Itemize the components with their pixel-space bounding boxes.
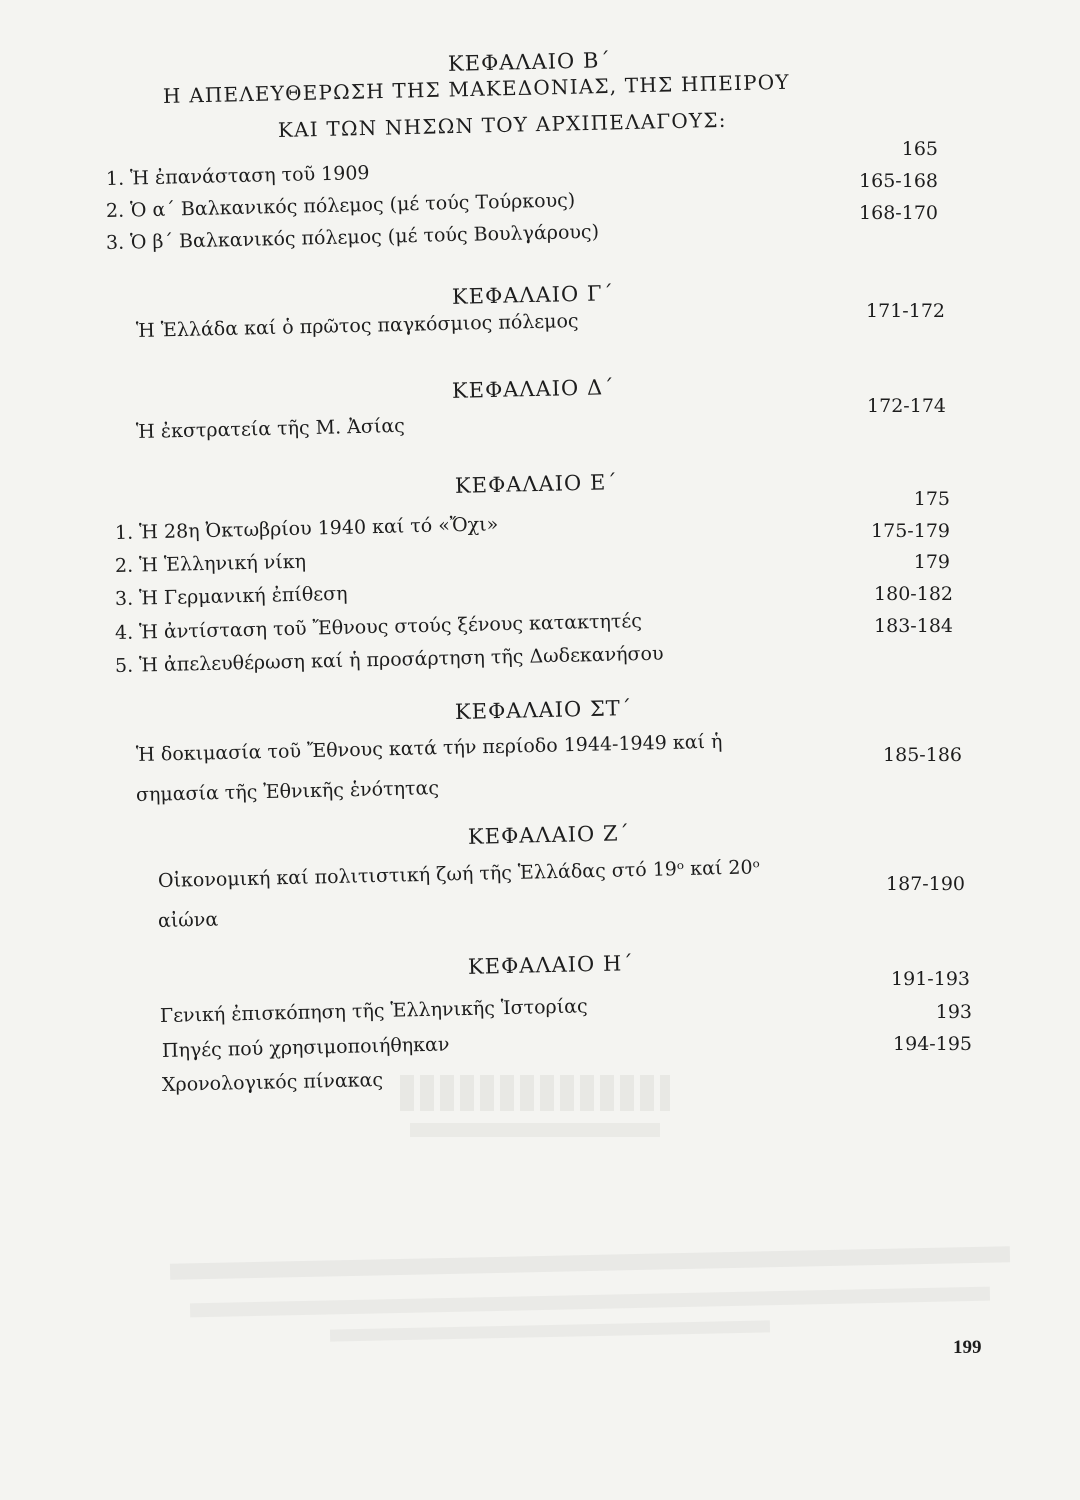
show-through-marks xyxy=(400,1075,680,1155)
chapter-z-entry-2-page: 187-190 xyxy=(886,873,965,895)
page-number: 199 xyxy=(953,1337,982,1358)
chapter-b-entry-1-page: 165-168 xyxy=(859,170,938,192)
chapter-b-entry-1: 1. Ἡ ἐπανάσταση τοῦ 1909 xyxy=(105,162,370,190)
chapter-e-entry-3: 3. Ἡ Γερμανική ἐπίθεση xyxy=(114,582,348,610)
chapter-b-heading: ΚΕΦΑΛΑΙΟ Β΄ xyxy=(447,48,612,76)
chapter-h-entry-1: Γενική ἐπισκόπηση τῆς Ἑλληνικῆς Ἱστορίας xyxy=(159,995,588,1027)
chapter-g-entry-1: Ἡ Ἑλλάδα καί ὁ πρῶτος παγκόσμιος πόλεμος xyxy=(135,309,579,342)
chapter-e-title-page: 175 xyxy=(913,488,950,510)
chapter-st-entry-1: Ἡ δοκιμασία τοῦ Ἔθνους κατά τήν περίοδο 1944-1949 καί ἡ xyxy=(135,730,723,766)
show-through-lines xyxy=(150,1245,1030,1355)
chapter-st-entry-2-page: 185-186 xyxy=(883,744,962,766)
chapter-st-heading: ΚΕΦΑΛΑΙΟ ΣΤ΄ xyxy=(454,695,633,725)
chapter-h-entry-2-page: 194-195 xyxy=(893,1033,972,1055)
chapter-e-entry-2-page: 179 xyxy=(913,551,950,573)
chapter-z-heading: ΚΕΦΑΛΑΙΟ Ζ΄ xyxy=(467,821,631,849)
chapter-e-entry-1-page: 175-179 xyxy=(871,520,950,542)
chapter-h-entry-2: Πηγές πού χρησιμοποιήθηκαν xyxy=(161,1033,450,1062)
chapter-g-heading: ΚΕΦΑΛΑΙΟ Γ΄ xyxy=(451,281,615,309)
chapter-e-entry-1: 1. Ἡ 28η Ὀκτωβρίου 1940 καί τό «Ὄχι» xyxy=(114,513,499,544)
chapter-b-title-page: 165 xyxy=(901,138,938,160)
chapter-e-entry-3-page: 180-182 xyxy=(874,583,953,605)
chapter-e-heading: ΚΕΦΑΛΑΙΟ Ε΄ xyxy=(454,470,619,498)
chapter-d-entry-1: Ἡ ἐκστρατεία τῆς Μ. Ἀσίας xyxy=(135,414,406,443)
chapter-h-title-page: 191-193 xyxy=(891,968,970,990)
chapter-z-entry-2: αἰώνα xyxy=(157,908,219,932)
chapter-e-entry-2: 2. Ἡ Ἑλληνική νίκη xyxy=(114,550,307,577)
chapter-b-title-line-1: Η ΑΠΕΛΕΥΘΕΡΩΣΗ ΤΗΣ ΜΑΚΕΔΟΝΙΑΣ, ΤΗΣ ΗΠΕΙΡΟΥ xyxy=(162,69,791,108)
chapter-e-entry-5: 5. Ἡ ἀπελευθέρωση καί ἡ προσάρτηση τῆς Δωδεκανήσου xyxy=(114,642,664,677)
chapter-h-entry-3: Χρονολογικός πίνακας xyxy=(161,1068,384,1096)
chapter-b-entry-3: 3. Ὁ β΄ Βαλκανικός πόλεμος (μέ τούς Βουλγάρους) xyxy=(105,220,600,254)
chapter-z-entry-1: Οἰκονομική καί πολιτιστική ζωή τῆς Ἑλλάδας στό 19ᵒ καί 20ᵒ xyxy=(157,856,761,892)
chapter-e-entry-4: 4. Ἡ ἀντίσταση τοῦ Ἔθνους στούς ξένους κατακτητές xyxy=(114,610,643,644)
chapter-st-entry-2: σημασία τῆς Ἐθνικῆς ἑνότητας xyxy=(135,777,440,806)
chapter-b-title-line-2: ΚΑΙ ΤΩΝ ΝΗΣΩΝ ΤΟΥ ΑΡΧΙΠΕΛΑΓΟΥΣ: xyxy=(277,107,727,142)
chapter-g-entry-1-page: 171-172 xyxy=(866,300,945,322)
chapter-d-heading: ΚΕΦΑΛΑΙΟ Δ΄ xyxy=(451,375,615,403)
chapter-b-entry-2-page: 168-170 xyxy=(859,202,938,224)
chapter-e-entry-4-page: 183-184 xyxy=(874,615,953,637)
chapter-d-entry-1-page: 172-174 xyxy=(867,395,946,417)
chapter-h-heading: ΚΕΦΑΛΑΙΟ Η΄ xyxy=(467,951,634,979)
chapter-h-entry-1-page: 193 xyxy=(935,1001,972,1023)
chapter-b-entry-2: 2. Ὁ α΄ Βαλκανικός πόλεμος (μέ τούς Τούρκους) xyxy=(105,189,576,222)
